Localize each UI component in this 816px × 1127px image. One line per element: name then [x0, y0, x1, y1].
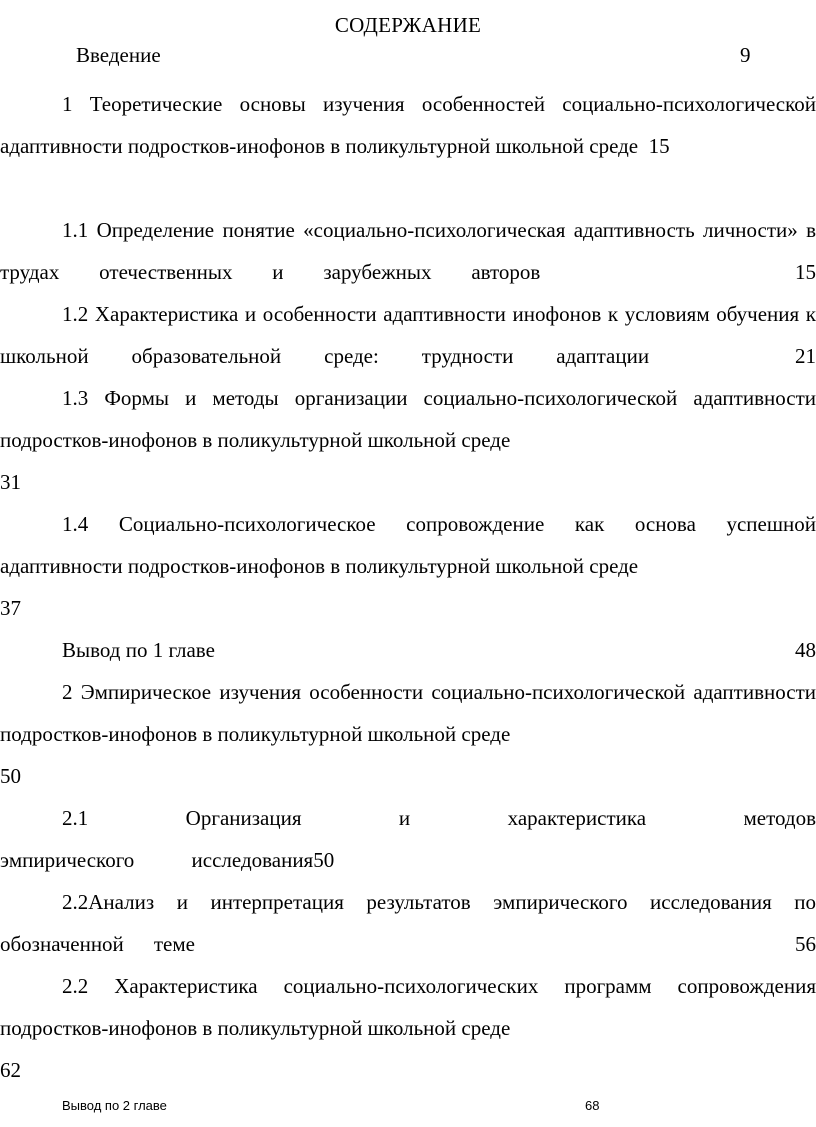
toc-entry-1 [0, 83, 816, 167]
toc-entry-2-1 [0, 797, 816, 881]
toc-entry-text: 1 Теоретические основы изучения особенностей социально-психологической адаптивности подростков-инофонов в поликультурной школьной среде [0, 92, 816, 158]
toc-entry-chapter1-conclusion [0, 629, 816, 671]
toc-entry-text: 1.2 Характеристика и особенности адаптивности инофонов к условиям обучения к школьной образовательной среде: трудности адаптации [0, 302, 816, 368]
toc-entry-page: 50 [313, 848, 335, 872]
toc-entry-page: 56 [795, 932, 816, 956]
toc-entry-text: 1.3 Формы и методы организации социально-психологической адаптивности подростков-инофонов в поликультурной школьной среде [0, 386, 816, 452]
toc-entry-text: 2.1 Организация и характеристика методов эмпирического исследования [0, 806, 816, 872]
toc-entry-1-3 [0, 377, 816, 503]
toc-entry-2-2-programs [0, 965, 816, 1091]
toc-entry-page: 15 [648, 134, 670, 158]
toc-entry-2-2-analysis [0, 881, 816, 965]
toc-intro-page: 9 [740, 43, 751, 67]
toc-entry-text: Вывод по 1 главе [62, 638, 215, 662]
toc-entry-1-1 [0, 209, 816, 293]
toc-entry-page: 21 [795, 344, 816, 368]
toc-entry-text: 2.2Анализ и интерпретация результатов эмпирического исследования по обозначенной теме [0, 890, 816, 956]
toc-intro-label: Введение [76, 43, 161, 67]
toc-entry-page: 62 [0, 1058, 21, 1082]
toc-footer-page: 68 [585, 1098, 600, 1113]
toc-entry-page: 31 [0, 470, 21, 494]
toc-entry-text: 1.1 Определение понятие «социально-психологическая адаптивность личности» в трудах отечественных и зарубежных авторов [0, 218, 816, 284]
toc-entry-text: 1.4 Социально-психологическое сопровождение как основа успешной адаптивности подростков-инофонов в поликультурной школьной среде [0, 512, 816, 578]
toc-entry-2 [0, 671, 816, 797]
page-title: СОДЕРЖАНИЕ [334, 13, 482, 37]
toc-footer-label: Вывод по 2 главе [62, 1098, 167, 1113]
toc-entry-page: 37 [0, 596, 21, 620]
toc-entry-page: 15 [795, 260, 816, 284]
toc-entry-text: 2 Эмпирическое изучения особенности социально-психологической адаптивности подростков-инофонов в поликультурной школьной среде [0, 680, 816, 746]
toc-entry-page: 50 [0, 764, 21, 788]
toc-entry-page: 48 [795, 638, 816, 662]
toc-entry-1-4 [0, 503, 816, 629]
toc-entry-text: 2.2 Характеристика социально-психологических программ сопровождения подростков-инофонов в поликультурной школьной среде [0, 974, 816, 1040]
toc-entry-1-2 [0, 293, 816, 377]
